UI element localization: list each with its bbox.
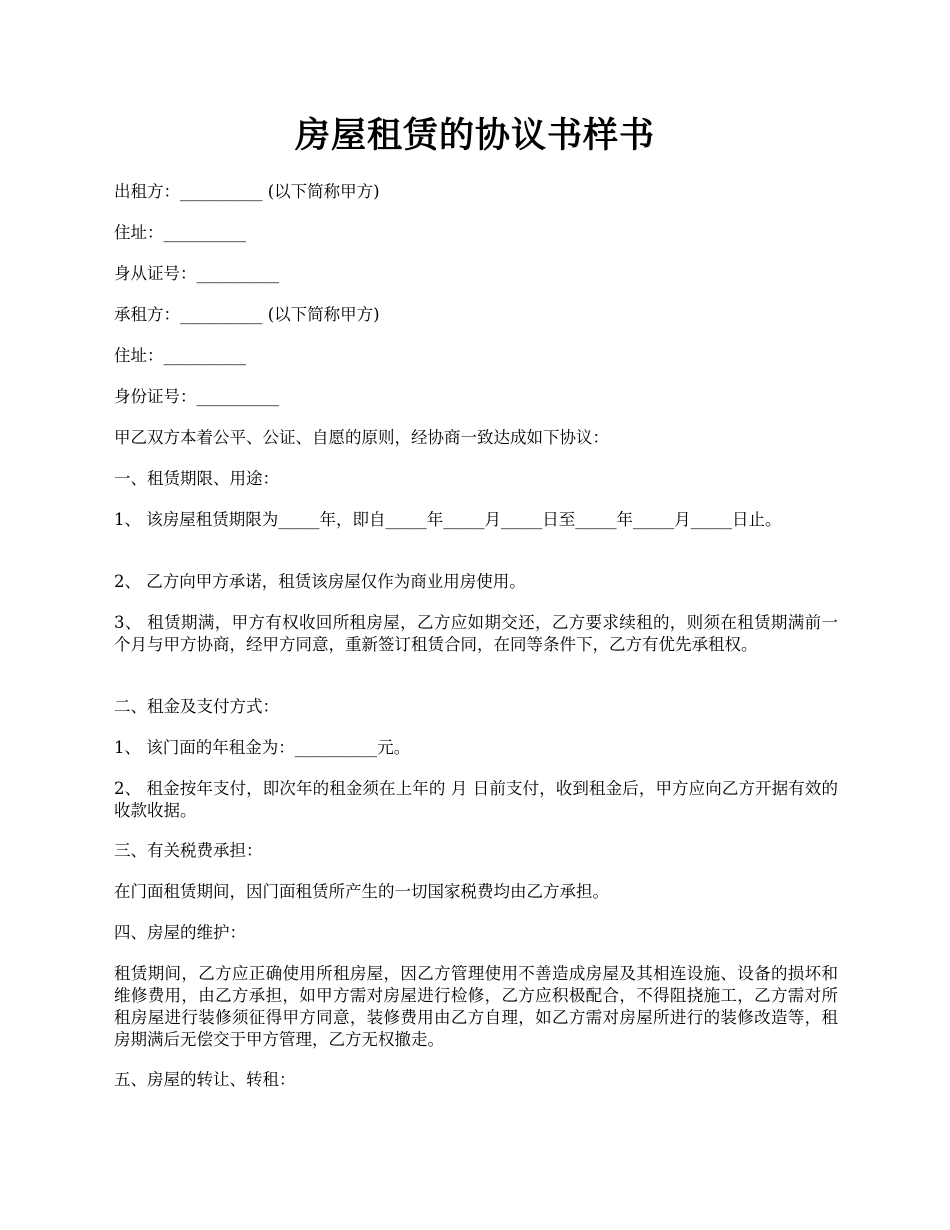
clause-taxes: 在门面租赁期间，因门面租赁所产生的一切国家税费均由乙方承担。 [114,882,609,901]
clause-maintenance: 租赁期间，乙方应正确使用所租房屋，因乙方管理使用不善造成房屋及其相连设施、设备的损坏和维修费用，由乙方承担，如甲方需对房屋进行检修，乙方应积极配合，不得阻挠施工，乙方需对所租房屋进行装修须征得甲方同意，装修费用由乙方自理，如乙方需对房屋所进行的装修改造等，租房期满后无偿交于甲方管理，乙方无权撤走。 [114,964,838,1049]
section-heading-term: 一、租赁期限、用途： [114,469,279,488]
clause-renewal: 3、 租赁期满，甲方有权收回所租房屋，乙方应如期交还，乙方要求续租的，则须在租赁期满前一个月与甲方协商，经甲方同意，重新签订租赁合同，在同等条件下，乙方有优先承租权。 [114,613,838,654]
lessor-line: 出租方：__________ (以下简称甲方) [114,182,380,201]
section-heading-rent: 二、租金及支付方式： [114,697,279,716]
section-heading-transfer: 五、房屋的转让、转租： [114,1070,296,1089]
document-title: 房屋租赁的协议书样书 [294,115,655,156]
clause-commercial-use: 2、 乙方向甲方承诺，租赁该房屋仅作为商业用房使用。 [114,572,526,591]
clause-annual-rent: 1、 该门面的年租金为：__________元。 [114,738,411,757]
lessee-address-line: 住址：__________ [114,346,246,365]
lessee-line: 承租方：__________ (以下简称甲方) [114,305,380,324]
lessor-id-line: 身从证号：__________ [114,264,279,283]
clause-payment: 2、 租金按年支付，即次年的租金须在上年的 月 日前支付，收到租金后，甲方应向乙方开据有效的收款收据。 [114,779,838,820]
clause-term-period: 1、 该房屋租赁期限为_____年，即自_____年_____月_____日至_____年_____月_____日止。 [114,510,782,529]
section-heading-taxes: 三、有关税费承担： [114,841,263,860]
lessee-id-line: 身份证号：__________ [114,387,279,406]
section-heading-maintenance: 四、房屋的维护： [114,923,246,942]
agreement-intro: 甲乙双方本着公平、公证、自愿的原则，经协商一致达成如下协议： [114,428,609,447]
lessor-address-line: 住址：__________ [114,223,246,242]
